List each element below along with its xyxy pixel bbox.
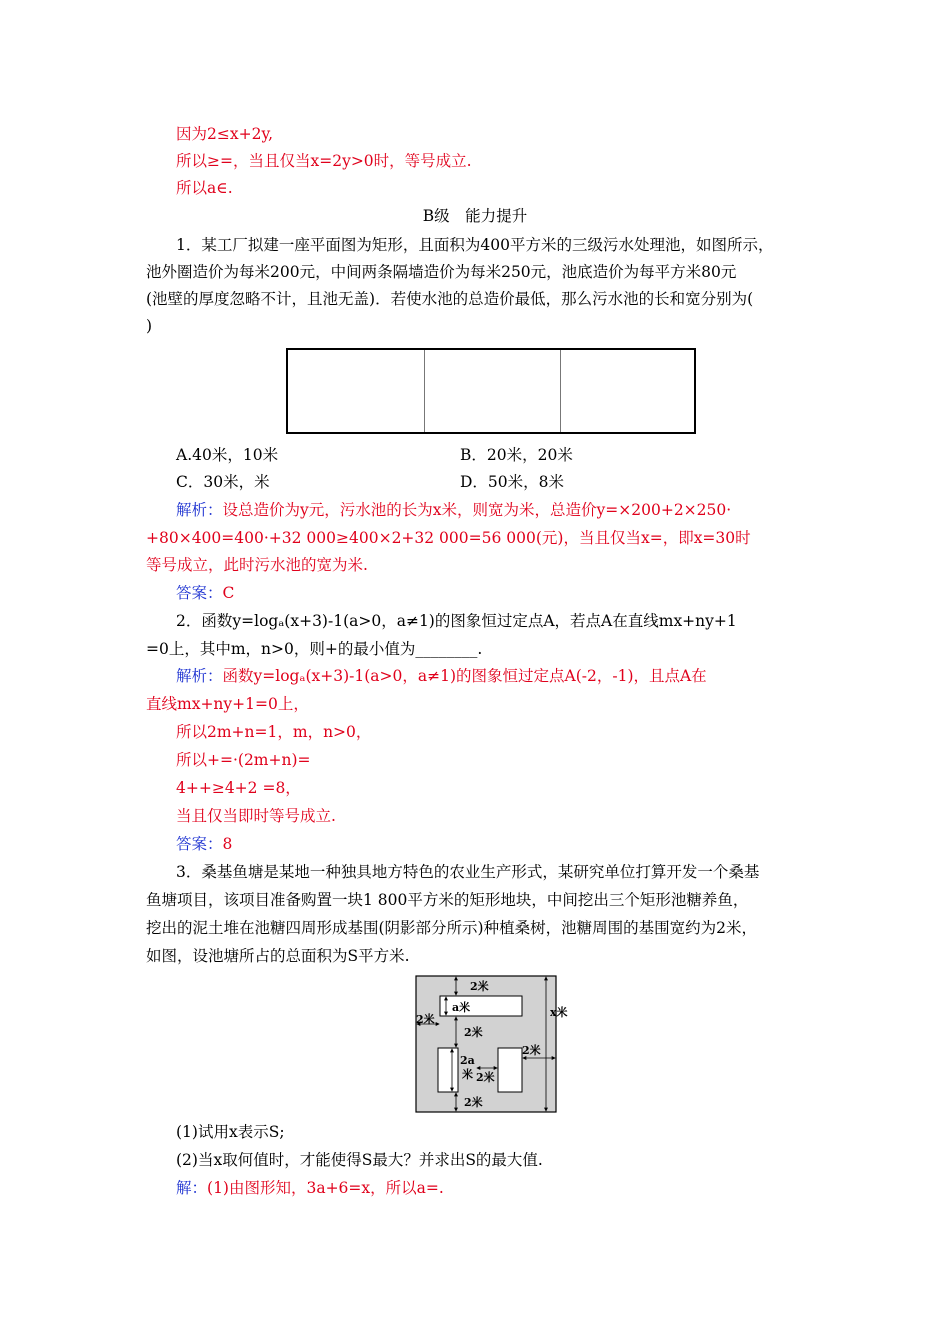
- question-2-text: 2．函数y=logₐ(x+3)-1(a>0，a≠1)的图象恒过定点A，若点A在直线mx+ny+1: [176, 612, 737, 630]
- solution-text: 设总造价为y元，污水池的长为x米，则宽为米，总造价y=×200+2×250·: [222, 501, 732, 519]
- solution-2: [176, 665, 707, 687]
- solution-line: 所以a∈.: [176, 179, 233, 197]
- label-2a: 2a: [460, 1054, 475, 1067]
- question-1-text: 池外圈造价为每米200元，中间两条隔墙造价为每米250元，池底造价为每平方米80元: [146, 263, 737, 281]
- solution-text: 函数y=logₐ(x+3)-1(a>0，a≠1)的图象恒过定点A(-2，-1)，且点A在: [222, 667, 707, 685]
- solution-line: 因为2≤x+2y,: [176, 125, 274, 143]
- solution-1: [176, 499, 731, 521]
- pool-diagram: [286, 348, 696, 434]
- answer-value: C: [222, 584, 235, 602]
- solution-line: 所以≥=，当且仅当x=2y>0时，等号成立.: [176, 152, 472, 170]
- question-3-part-2: (2)当x取何值时，才能使得S最大？并求出S的最大值.: [176, 1151, 543, 1169]
- pond-right: [498, 1048, 522, 1092]
- label-a: a米: [452, 1001, 471, 1014]
- pool-partition: [424, 350, 425, 432]
- solution-label: 解：: [176, 1179, 208, 1197]
- option-a: A.40米，10米: [176, 446, 279, 464]
- option-d: D．50米，8米: [460, 473, 565, 491]
- solution-3: [176, 1177, 444, 1199]
- question-2-text: =0上，其中m，n>0，则+的最小值为________.: [146, 640, 483, 658]
- question-3-text: 鱼塘项目，该项目准备购置一块1 800平方米的矩形地块，中间挖出三个矩形池糖养鱼，: [146, 891, 749, 909]
- fishpond-diagram: [410, 974, 580, 1116]
- solution-line: 所以2m+n=1，m，n>0，: [176, 723, 372, 741]
- answer-2: [176, 833, 232, 855]
- answer-label: 答案：: [176, 584, 223, 602]
- solution-text: (1)由图形知，3a+6=x，所以a=.: [207, 1179, 444, 1197]
- solution-line: 直线mx+ny+1=0上，: [146, 695, 309, 713]
- pond-left: [438, 1048, 458, 1092]
- label-2a-unit: 米: [462, 1068, 473, 1081]
- label-center-gap: 2米: [476, 1071, 495, 1084]
- question-3-part-1: (1)试用x表示S;: [176, 1123, 285, 1141]
- option-c: C．30米，米: [176, 473, 270, 491]
- label-mid-gap: 2米: [464, 1026, 483, 1039]
- label-right-gap: 2米: [522, 1044, 541, 1057]
- solution-line: +80×400=400·+32 000≥400×2+32 000=56 000(元)，当且仅当x=，即x=30时: [146, 529, 751, 547]
- answer-value: 8: [222, 835, 233, 853]
- solution-line: 所以+=·(2m+n)=: [176, 751, 311, 769]
- label-top-gap: 2米: [470, 980, 489, 993]
- question-3-text: 3．桑基鱼塘是某地一种独具地方特色的农业生产形式，某研究单位打算开发一个桑基: [176, 863, 760, 881]
- solution-line: 等号成立，此时污水池的宽为米.: [146, 556, 368, 574]
- question-1-text: ): [146, 317, 153, 335]
- question-3-text: 如图，设池塘所占的总面积为S平方米.: [146, 947, 410, 965]
- solution-line: 当且仅当即时等号成立.: [176, 807, 336, 825]
- label-x: x米: [550, 1006, 568, 1019]
- question-1-text: (池壁的厚度忽略不计，且池无盖)．若使水池的总造价最低，那么污水池的长和宽分别为(: [146, 290, 754, 308]
- label-left-gap: 2米: [416, 1013, 435, 1026]
- answer-label: 答案：: [176, 835, 223, 853]
- solution-line: 4++≥4+2 =8，: [176, 779, 301, 797]
- section-heading: B级 能力提升: [422, 207, 528, 225]
- option-b: B．20米，20米: [460, 446, 573, 464]
- question-1-text: 1．某工厂拟建一座平面图为矩形，且面积为400平方米的三级污水处理池，如图所示，: [176, 236, 774, 254]
- pool-partition: [560, 350, 561, 432]
- solution-label: 解析：: [176, 501, 223, 519]
- answer-1: [176, 582, 234, 604]
- label-bottom-gap: 2米: [464, 1096, 483, 1109]
- solution-label: 解析：: [176, 667, 223, 685]
- question-3-text: 挖出的泥土堆在池糖四周形成基围(阴影部分所示)种植桑树，池糖周围的基围宽约为2米，: [146, 919, 757, 937]
